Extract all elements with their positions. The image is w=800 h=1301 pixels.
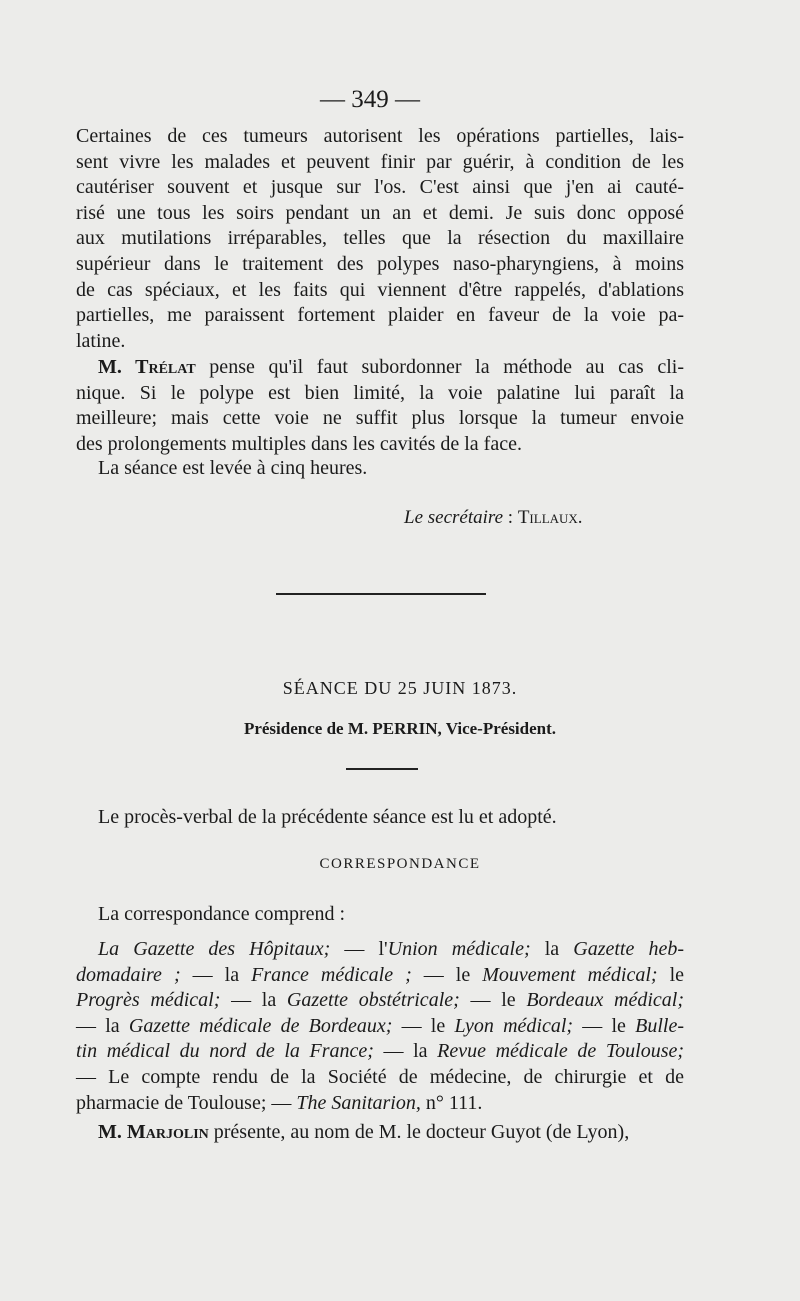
text-line: des prolongements multiples dans les cavités de la face. bbox=[76, 432, 522, 455]
text-line: supérieur dans le traitement des polypes naso-pharyngiens, à moins bbox=[76, 252, 684, 275]
discussion-paragraph bbox=[76, 124, 684, 354]
text-line: La séance est levée à cinq heures. bbox=[98, 457, 368, 479]
journal-title: Bulle- bbox=[635, 1014, 685, 1037]
text-span: — la bbox=[180, 963, 252, 986]
text-line bbox=[76, 355, 684, 381]
speaker-name: M. Marjolin bbox=[98, 1121, 209, 1143]
journal-title: France médicale ; bbox=[251, 963, 412, 986]
text-line: cautériser souvent et jusque sur l'os. C'est ainsi que j'en ai cauté- bbox=[76, 176, 684, 199]
journal-title: La Gazette des Hôpitaux; bbox=[98, 938, 331, 960]
journals-list bbox=[76, 937, 684, 1116]
text-line: sent vivre les malades et peuvent finir par guérir, à condition de les bbox=[76, 150, 684, 173]
journal-title: Gazette obstétricale; bbox=[286, 989, 460, 1012]
text-span: — la bbox=[220, 989, 287, 1012]
text-line: partielles, me paraissent fortement plaider en faveur de la voie pa- bbox=[76, 304, 684, 327]
text-span: présente, au nom de M. le docteur Guyot (de Lyon), bbox=[208, 1121, 630, 1143]
signature-sep: : bbox=[503, 507, 518, 528]
text-span: le bbox=[657, 963, 685, 986]
text-line: — Le compte rendu de la Société de médecine, de chirurgie et de bbox=[76, 1065, 684, 1088]
text-span: n° 111. bbox=[420, 1091, 483, 1114]
text-line: de cas spéciaux, et les faits qui viennent d'être rappelés, d'ablations bbox=[76, 278, 684, 301]
journal-title: Progrès médical; bbox=[76, 989, 221, 1012]
correspondance-intro: La correspondance comprend : bbox=[98, 903, 346, 925]
text-span: — le bbox=[392, 1014, 455, 1037]
text-line bbox=[76, 1120, 684, 1146]
text-span: pharmacie de Toulouse; — bbox=[76, 1091, 297, 1114]
signature-role: Le secrétaire bbox=[404, 507, 504, 528]
speaker-name: M. Trélat bbox=[98, 356, 196, 378]
signature-name: Tillaux. bbox=[517, 507, 583, 528]
text-line bbox=[76, 1014, 684, 1040]
journal-title: Gazette heb- bbox=[573, 938, 684, 960]
short-divider bbox=[346, 768, 418, 770]
text-span: — le bbox=[459, 989, 527, 1012]
text-span: — l' bbox=[330, 938, 388, 960]
text-line: aux mutilations irréparables, telles que la résection du maxillaire bbox=[76, 227, 684, 250]
journal-title: tin médical du nord de la France; bbox=[76, 1040, 374, 1063]
correspondance-heading: CORRESPONDANCE bbox=[319, 856, 481, 872]
trelat-paragraph bbox=[76, 355, 684, 457]
text-line: risé une tous les soirs pendant un an et demi. Je suis donc opposé bbox=[76, 201, 684, 224]
text-line: latine. bbox=[76, 329, 126, 352]
journal-title: The Sanitarion, bbox=[296, 1091, 421, 1114]
section-divider bbox=[276, 593, 486, 595]
text-line bbox=[76, 1091, 684, 1117]
journal-title: Mouvement médical; bbox=[482, 963, 658, 986]
text-line bbox=[76, 937, 684, 963]
text-span: — le bbox=[573, 1014, 636, 1037]
text-span: pense qu'il faut subordonner la méthode au cas cli- bbox=[195, 356, 684, 378]
text-span: — le bbox=[411, 963, 483, 986]
text-line: Certaines de ces tumeurs autorisent les opérations partielles, lais- bbox=[76, 125, 684, 147]
text-line bbox=[76, 988, 684, 1014]
journal-title: domadaire ; bbox=[76, 963, 181, 986]
text-line: meilleure; mais cette voie ne suffit plus lorsque la tumeur envoie bbox=[76, 407, 684, 430]
marjolin-paragraph bbox=[76, 1120, 684, 1146]
text-span: — la bbox=[373, 1040, 438, 1063]
text-line bbox=[76, 1039, 684, 1065]
seance-title: SÉANCE DU 25 JUIN 1873. bbox=[282, 678, 518, 698]
signature bbox=[404, 507, 583, 529]
page-number: — 349 — bbox=[320, 86, 420, 113]
journal-title: Lyon médical; bbox=[454, 1014, 574, 1037]
journal-title: Gazette médicale de Bordeaux; bbox=[128, 1014, 393, 1037]
journal-title: Union médicale; bbox=[387, 938, 531, 960]
text-line: nique. Si le polype est bien limité, la voie palatine lui paraît la bbox=[76, 381, 684, 404]
text-span: — la bbox=[76, 1014, 129, 1037]
presidence-line: Présidence de M. PERRIN, Vice-Président. bbox=[243, 719, 557, 738]
journal-title: Revue médicale de Toulouse; bbox=[437, 1040, 685, 1063]
text-line bbox=[76, 963, 684, 989]
closing-paragraph bbox=[98, 456, 598, 482]
journal-title: Bordeaux médical; bbox=[526, 989, 685, 1012]
proces-verbal-line: Le procès-verbal de la précédente séance est lu et adopté. bbox=[98, 806, 557, 828]
text-span: la bbox=[530, 938, 574, 960]
